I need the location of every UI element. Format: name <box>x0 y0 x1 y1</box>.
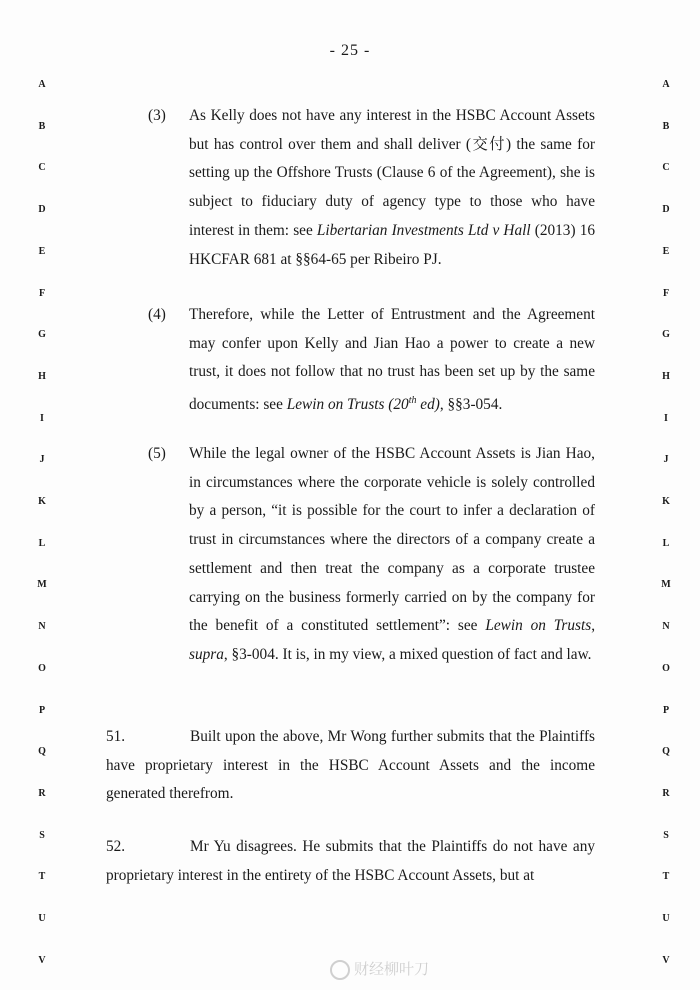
case-citation: supra <box>189 645 224 663</box>
sub-paragraph-text <box>189 102 595 274</box>
margin-letter: J <box>663 454 669 466</box>
margin-letter: N <box>662 621 670 633</box>
margin-letter: R <box>38 787 46 799</box>
margin-letter: D <box>38 204 46 216</box>
margin-letter: I <box>40 412 44 424</box>
margin-letter: J <box>39 454 45 466</box>
watermark <box>330 958 429 980</box>
text-run: , §3-004. It is, in my view, a mixed question of fact and law. <box>223 645 592 663</box>
paragraph-number: 52. <box>106 838 126 855</box>
margin-letter: A <box>38 79 46 90</box>
margin-letter: V <box>662 954 670 966</box>
margin-letter: F <box>38 287 46 299</box>
paragraph-text: Mr Yu disagrees. He submits that the Plaintiffs do not have any proprietary interest in the entirety of the HSBC Account Assets, but at <box>106 838 595 884</box>
case-citation: Lewin on Trusts <box>485 617 592 635</box>
paragraph-number: 51. <box>106 728 126 745</box>
margin-letter: M <box>37 579 47 591</box>
margin-letter: B <box>662 120 670 132</box>
weibo-logo-icon <box>330 960 350 980</box>
margin-letter: G <box>38 329 46 341</box>
sub-paragraph-text <box>189 440 595 670</box>
margin-letter: Q <box>662 746 670 758</box>
case-citation: th <box>408 395 417 407</box>
paragraph-51 <box>106 723 595 809</box>
text-run: As Kelly does not have any interest in the HSBC Account Assets but has control over them and shall deliver (交付) the same for setting up the Offshore Trusts (Clause 6 of the Agreement), she is subject to fiduciary duty of agency type to those who have interest in them: see <box>189 107 595 239</box>
case-citation: Libertarian Investments Ltd v Hall <box>316 221 531 239</box>
margin-letter: E <box>662 245 670 257</box>
margin-letter: U <box>662 913 670 924</box>
sub-paragraph-number: (4) <box>148 306 166 323</box>
sub-paragraph-number: (5) <box>148 445 166 462</box>
margin-letter: D <box>662 204 670 216</box>
margin-letter: R <box>662 787 670 799</box>
margin-letter: P <box>662 704 670 716</box>
margin-letter: L <box>38 537 46 549</box>
text-run: , <box>591 617 596 635</box>
margin-letter: F <box>662 287 670 299</box>
margin-letter: U <box>38 913 46 924</box>
margin-letter: A <box>662 79 670 90</box>
margin-letter: K <box>662 496 670 507</box>
margin-letter: N <box>38 621 46 633</box>
case-citation: ed) <box>416 396 440 414</box>
paragraph-52 <box>106 833 595 890</box>
margin-letter: M <box>661 579 671 591</box>
margin-letter: H <box>38 370 46 382</box>
margin-letter: K <box>38 496 46 507</box>
text-run: (2013) 16 HKCFAR 681 at §§64-65 per Ribeiro PJ. <box>189 221 595 268</box>
text-run: Therefore, while the Letter of Entrustment and the Agreement may confer upon Kelly and Jian Hao a power to create a new trust, it does not follow that no trust has been set up by the same documents: see <box>189 306 595 414</box>
margin-letter: C <box>38 162 46 174</box>
paragraph-text: Built upon the above, Mr Wong further submits that the Plaintiffs have proprietary interest in the HSBC Account Assets and the income generated therefrom. <box>106 728 595 803</box>
margin-letter: P <box>38 704 46 716</box>
margin-letter: H <box>662 370 670 382</box>
margin-letter: V <box>38 954 46 966</box>
page-number: - 25 - <box>329 42 371 59</box>
margin-letter: G <box>662 329 670 341</box>
margin-letter: O <box>38 662 46 674</box>
margin-letter: E <box>38 245 46 257</box>
margin-letter: O <box>662 662 670 674</box>
margin-letter: I <box>664 412 668 424</box>
text-run: While the legal owner of the HSBC Account Assets is Jian Hao, in circumstances where the corporate vehicle is solely controlled by a person, “it is possible for the court to infer a declaration of trust in circumstances where the directors of a company create a settlement and then treat the company as a corporate trustee carrying on the business formerly carried on by the company for the benefit of a constituted settlement”: see <box>189 445 595 635</box>
watermark-text: 财经柳叶刀 <box>354 960 430 978</box>
margin-letter: L <box>662 537 670 549</box>
margin-letter: T <box>662 871 670 883</box>
sub-paragraph-text <box>189 301 595 420</box>
margin-letter: T <box>38 871 46 883</box>
margin-letter: S <box>663 829 669 841</box>
sub-paragraph-number: (3) <box>148 107 166 124</box>
case-citation: Lewin on Trusts (20 <box>286 396 409 414</box>
margin-letter: C <box>662 162 670 174</box>
margin-letter: B <box>38 120 46 132</box>
margin-letter: Q <box>38 746 46 758</box>
text-run: , §§3-054. <box>439 396 503 414</box>
margin-letter: S <box>39 829 45 841</box>
